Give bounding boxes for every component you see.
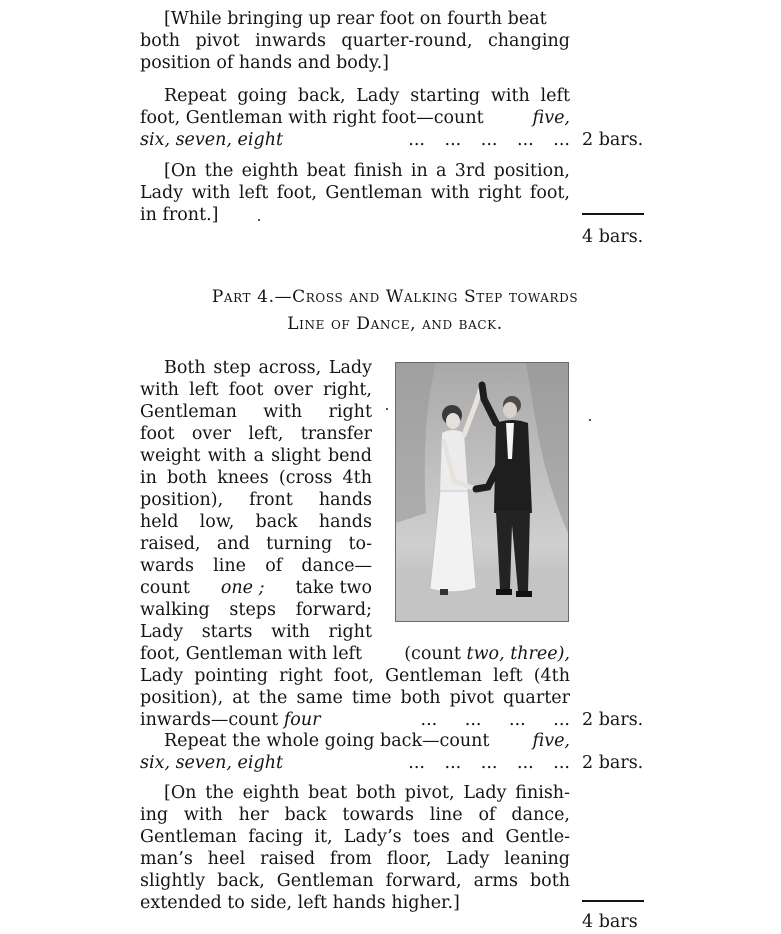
leader-dots: ... ... ... ... ... — [408, 130, 570, 150]
text-line: Gentleman facing it, Lady’s toes and Gentle- — [140, 827, 570, 847]
paragraph-repeat-whole — [140, 730, 570, 774]
text-line: raised, and turning to- — [140, 534, 372, 554]
total-rule — [582, 900, 644, 902]
count-word: one ; — [220, 578, 265, 598]
text-fragment — [140, 709, 320, 731]
paragraph-cross-step — [140, 357, 372, 643]
total-rule — [582, 213, 644, 215]
paragraph-repeat-going-back — [140, 85, 570, 151]
heading-line: Part 4.—Cross and Walking Step towards — [211, 287, 579, 307]
text-line: [While bringing up rear foot on fourth beat — [164, 9, 547, 29]
count-word: five, — [532, 731, 570, 751]
text-line: Lady with left foot, Gentleman with right foot, — [140, 183, 570, 203]
text-fragment: (count — [404, 644, 461, 664]
text-line — [140, 577, 372, 599]
bar-total: 4 bars. — [582, 227, 644, 247]
count-words: six, seven, eight — [140, 130, 284, 150]
text-line: both pivot inwards quarter-round, changing — [140, 31, 570, 51]
paragraph-cross-step-continued — [140, 643, 570, 731]
text-line: Repeat going back, Lady starting with left — [164, 86, 570, 106]
scan-speck — [589, 419, 591, 421]
text-line: in front.] — [140, 205, 219, 225]
text-fragment: foot, Gentleman with left — [140, 644, 363, 664]
text-fragment: inwards—count — [140, 710, 279, 730]
text-line: Lady starts with right — [140, 622, 372, 642]
text-line: foot over left, transfer — [140, 424, 372, 444]
bar-count: 2 bars. — [582, 710, 644, 730]
scan-speck — [386, 408, 388, 410]
dancers-photograph — [395, 362, 569, 622]
text-line — [140, 107, 570, 129]
count-word: four — [283, 710, 321, 730]
text-line: position of hands and body.] — [140, 53, 389, 73]
text-line — [140, 709, 570, 731]
text-line: man’s heel raised from floor, Lady leaning — [140, 849, 570, 869]
text-line: [On the eighth beat both pivot, Lady finish- — [164, 783, 570, 803]
text-line: [On the eighth beat finish in a 3rd position, — [164, 161, 570, 181]
paragraph-final-pivot — [140, 782, 570, 914]
bar-count: 2 bars. — [582, 753, 644, 773]
text-line: weight with a slight bend — [140, 446, 372, 466]
text-line — [140, 129, 570, 151]
text-line: slightly back, Gentleman forward, arms both — [140, 871, 570, 891]
text-line — [140, 730, 570, 752]
leader-dots: ... ... ... ... — [420, 710, 570, 730]
scan-speck — [258, 219, 260, 221]
text-line: ing with her back towards line of dance, — [140, 805, 570, 825]
text-line — [140, 643, 570, 665]
dancers-illustration — [396, 363, 568, 621]
text-line: held low, back hands — [140, 512, 372, 532]
paragraph-third-position — [140, 160, 570, 226]
section-heading — [140, 284, 650, 338]
text-line: extended to side, left hands higher.] — [140, 893, 460, 913]
text-line: wards line of dance— — [140, 556, 372, 576]
text-fragment: Repeat the whole going back—count — [164, 731, 490, 751]
bar-count: 2 bars. — [582, 130, 644, 150]
text-line: position), front hands — [140, 490, 372, 510]
heading-line: Line of Dance, and back. — [287, 314, 503, 334]
count-words: six, seven, eight — [140, 753, 284, 773]
text-line: Both step across, Lady — [164, 358, 372, 378]
bar-total: 4 bars — [582, 912, 638, 932]
text-line: Gentleman with right — [140, 402, 372, 422]
text-line: position), at the same time both pivot quarter — [140, 688, 570, 708]
count-word: five, — [532, 108, 570, 128]
text-line: in both knees (cross 4th — [140, 468, 372, 488]
text-fragment: count — [140, 578, 190, 598]
leader-dots: ... ... ... ... ... — [408, 753, 570, 773]
paragraph-pivot-note — [140, 8, 570, 74]
text-line: walking steps forward; — [140, 600, 372, 620]
text-fragment: foot, Gentleman with right foot—count — [140, 108, 484, 128]
text-line: Lady pointing right foot, Gentleman left (4th — [140, 666, 570, 686]
text-line: with left foot over right, — [140, 380, 372, 400]
text-fragment — [404, 643, 570, 665]
text-fragment: take two — [295, 578, 372, 598]
text-line — [140, 752, 570, 774]
count-words: two, three), — [466, 644, 570, 664]
